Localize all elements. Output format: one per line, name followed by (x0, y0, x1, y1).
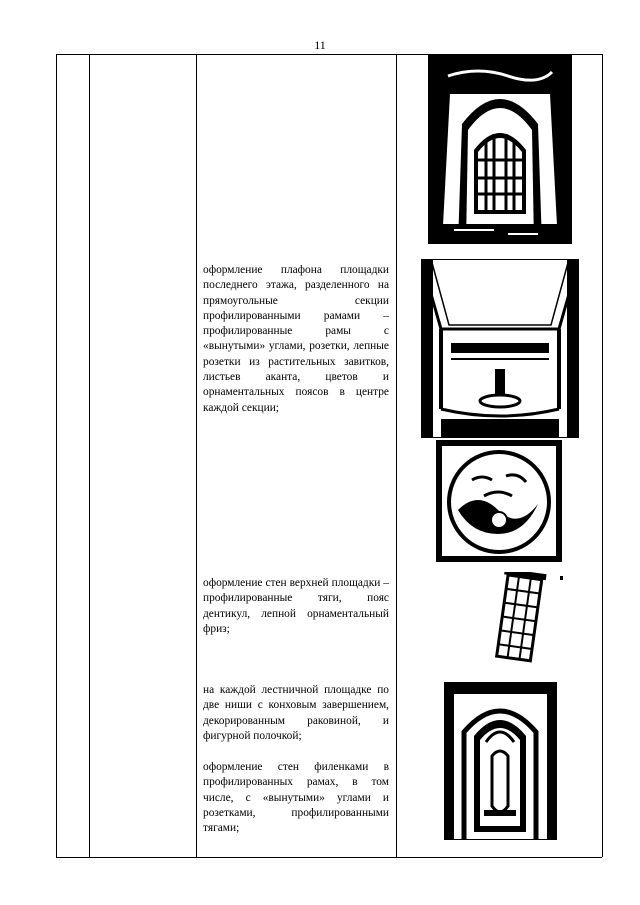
table-col-border (56, 54, 57, 857)
arched-window-photo (428, 54, 572, 244)
table-bottom-border (56, 857, 602, 858)
description-text: оформление стен филенками в профилированных рамах, в том числе, с «вынутыми» углами и розетками, профилированными тягами; (203, 761, 389, 835)
table-col-border (196, 54, 197, 857)
table-col-border (396, 54, 397, 857)
ceiling-panels-photo (421, 259, 579, 438)
description-text: оформление стен верхней площадки – профилированные тяги, пояс дентикул, лепной орнаментальный фриз; (203, 577, 389, 635)
frieze-fragment-photo (488, 572, 566, 668)
ceiling-rosette-photo (436, 440, 562, 562)
description-text: оформление плафона площадки последнего этажа, разделенного на прямоугольные секции профилированными рамами – профилированные рамы с «вынутыми» углами, розетки, лепные розетки из растительных завитков, листьев аканта, цветов и орнаментальных поясов в центре каждой секции; (203, 264, 389, 414)
table-col-border (602, 54, 603, 857)
table-col-border (89, 54, 90, 857)
page-number: 11 (314, 38, 326, 52)
niche-shell-photo (444, 682, 557, 840)
description-text: на каждой лестничной площадке по две ниши с конховым завершением, декорированным раковиной, и фигурной полочкой; (203, 684, 389, 742)
